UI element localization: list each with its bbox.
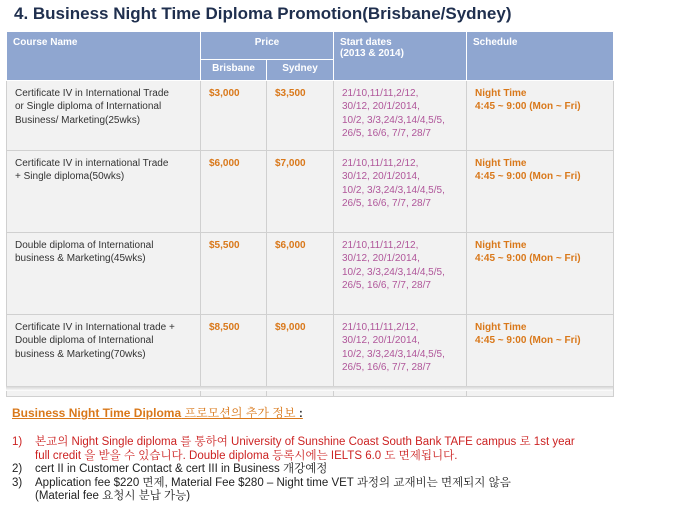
header-sydney: Sydney bbox=[267, 60, 334, 81]
sydney-price-cell: $6,000 bbox=[267, 233, 334, 315]
additional-info-heading-ko: 프로모션의 추가 정보 bbox=[181, 406, 296, 420]
schedule-cell bbox=[467, 315, 614, 397]
dates-line: 10/2, 3/3,24/3,14/4,5/5, bbox=[342, 114, 445, 126]
dates-line: 21/10,11/11,2/12, bbox=[342, 240, 419, 251]
start-dates-cell bbox=[334, 81, 467, 151]
brisbane-price-cell: $6,000 bbox=[201, 151, 267, 233]
note-line: (Material fee 요청시 분납 가능) bbox=[35, 490, 191, 503]
course-name-line: business & Marketing(70wks) bbox=[15, 348, 146, 360]
header-brisbane: Brisbane bbox=[201, 60, 267, 81]
dates-line: 30/12, 20/1/2014, bbox=[342, 171, 420, 183]
brisbane-price-cell: $8,500 bbox=[201, 315, 267, 397]
additional-info-heading-colon: : bbox=[295, 406, 303, 420]
course-name-line: Double diploma of International bbox=[15, 335, 154, 347]
course-name-cell bbox=[7, 233, 201, 315]
note-item bbox=[12, 436, 677, 463]
table-row bbox=[7, 315, 614, 397]
start-dates-cell bbox=[334, 233, 467, 315]
dates-line: 21/10,11/11,2/12, bbox=[342, 322, 419, 333]
dates-line: 26/5, 16/6, 7/7, 28/7 bbox=[342, 362, 431, 374]
course-name-line: + Single diploma(50wks) bbox=[15, 171, 125, 183]
brisbane-price-cell: $3,000 bbox=[201, 81, 267, 151]
schedule-line: 4:45 ~ 9:00 (Mon ~ Fri) bbox=[475, 101, 581, 113]
schedule-line: 4:45 ~ 9:00 (Mon ~ Fri) bbox=[475, 335, 581, 347]
sydney-price-cell: $7,000 bbox=[267, 151, 334, 233]
notes-list bbox=[12, 436, 677, 504]
schedule-line: Night Time bbox=[475, 322, 527, 333]
course-name-line: business & Marketing(45wks) bbox=[15, 253, 146, 265]
dates-line: 21/10,11/11,2/12, bbox=[342, 158, 419, 169]
dates-line: 30/12, 20/1/2014, bbox=[342, 101, 420, 113]
course-name-cell bbox=[7, 151, 201, 233]
start-dates-cell bbox=[334, 315, 467, 397]
note-line: full credit 을 받을 수 있습니다. Double diploma 등록시에는 IELTS 6.0 도 면제됩니다. bbox=[35, 449, 458, 462]
sydney-price-cell: $3,500 bbox=[267, 81, 334, 151]
sydney-price-cell: $9,000 bbox=[267, 315, 334, 397]
note-line: Application fee $220 면제, Material Fee $280 – Night time VET 과정의 교재비는 면제되지 않음 bbox=[35, 476, 511, 489]
course-name-line: or Single diploma of International bbox=[15, 101, 162, 113]
schedule-cell bbox=[467, 81, 614, 151]
dates-line: 30/12, 20/1/2014, bbox=[342, 253, 420, 265]
note-number: 3) bbox=[12, 476, 23, 489]
note-item bbox=[12, 477, 677, 504]
dates-line: 21/10,11/11,2/12, bbox=[342, 88, 419, 99]
table-shadow bbox=[6, 386, 613, 391]
additional-info-heading-en: Business Night Time Diploma bbox=[12, 406, 182, 420]
dates-line: 10/2, 3/3,24/3,14/4,5/5, bbox=[342, 348, 445, 360]
header-price: Price bbox=[201, 32, 334, 60]
note-number: 1) bbox=[12, 436, 23, 448]
schedule-cell bbox=[467, 151, 614, 233]
note-number: 2) bbox=[12, 463, 23, 476]
note-item bbox=[12, 463, 677, 477]
course-name-line: Business/ Marketing(25wks) bbox=[15, 114, 141, 126]
schedule-line: 4:45 ~ 9:00 (Mon ~ Fri) bbox=[475, 171, 581, 183]
schedule-line: 4:45 ~ 9:00 (Mon ~ Fri) bbox=[475, 253, 581, 265]
course-name-cell bbox=[7, 81, 201, 151]
page-title: 4. Business Night Time Diploma Promotion(Brisbane/Sydney) bbox=[14, 4, 512, 23]
course-name-line: Certificate IV in International trade + bbox=[15, 322, 175, 333]
table-row bbox=[7, 233, 614, 315]
dates-line: 30/12, 20/1/2014, bbox=[342, 335, 420, 347]
course-name-line: Certificate IV in International Trade bbox=[15, 88, 169, 99]
course-name-line: Certificate IV in international Trade bbox=[15, 158, 169, 169]
header-start-dates-sub: (2013 & 2014) bbox=[340, 48, 404, 59]
dates-line: 10/2, 3/3,24/3,14/4,5/5, bbox=[342, 266, 445, 278]
header-schedule: Schedule bbox=[467, 32, 614, 81]
table-header-row bbox=[7, 32, 614, 60]
table-row bbox=[7, 151, 614, 233]
schedule-line: Night Time bbox=[475, 88, 527, 99]
dates-line: 26/5, 16/6, 7/7, 28/7 bbox=[342, 280, 431, 292]
dates-line: 10/2, 3/3,24/3,14/4,5/5, bbox=[342, 184, 445, 196]
course-name-line: Double diploma of International bbox=[15, 240, 154, 251]
schedule-line: Night Time bbox=[475, 158, 527, 169]
brisbane-price-cell: $5,500 bbox=[201, 233, 267, 315]
course-name-cell bbox=[7, 315, 201, 397]
promotion-table bbox=[6, 31, 614, 397]
schedule-cell bbox=[467, 233, 614, 315]
start-dates-cell bbox=[334, 151, 467, 233]
schedule-line: Night Time bbox=[475, 240, 527, 251]
header-start-dates bbox=[334, 32, 467, 81]
note-line: 본교의 Night Single diploma 를 통하여 University of Sunshine Coast South Bank TAFE campus 로 1st year bbox=[35, 436, 575, 448]
dates-line: 26/5, 16/6, 7/7, 28/7 bbox=[342, 198, 431, 210]
header-start-dates-label: Start dates bbox=[340, 37, 392, 48]
additional-info-heading bbox=[12, 404, 303, 421]
note-line: cert II in Customer Contact & cert III in Business 개강예정 bbox=[35, 463, 328, 476]
header-course-name: Course Name bbox=[7, 32, 201, 81]
dates-line: 26/5, 16/6, 7/7, 28/7 bbox=[342, 128, 431, 140]
table-row bbox=[7, 81, 614, 151]
